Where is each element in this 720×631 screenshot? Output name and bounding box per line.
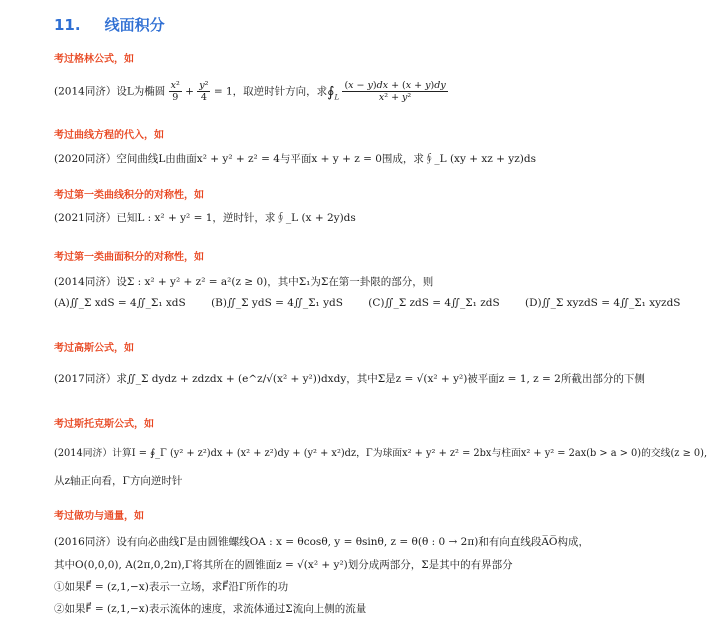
- problem-4: (2014同济）设Σ : x² + y² + z² = a²(z ≥ 0)，其中Σ₁为Σ在第一卦限的部分，则: [54, 276, 434, 288]
- problem-5: (2017同济）求∬_Σ dydz + zdzdx + (e^z/√(x² + y²))dxdy，其中Σ是z = √(x² + y²)被平面z = 1, z = 2所截出部分的下侧: [54, 373, 645, 385]
- problem-7-line4: ②如果F⃗ = (z,1,−x)表示流体的速度，求流体通过Σ流向上侧的流量: [54, 603, 367, 615]
- ellipse-fraction-y: $\frac{\text{y²}}{4}$: [199, 80, 209, 103]
- section-title-text: 线面积分: [104, 16, 165, 34]
- choice-c: (C)∬_Σ zdS = 4∬_Σ₁ zdS: [368, 297, 500, 309]
- section-heading: [54, 14, 165, 35]
- topic-tag-stokes: 考过斯托克斯公式，如: [54, 419, 154, 430]
- topic-tag-curve-symmetry: 考过第一类曲线积分的对称性，如: [54, 190, 204, 201]
- topic-tag-green: 考过格林公式，如: [54, 54, 134, 65]
- problem-1: (2014同济）设L为椭圆 $\frac{\text{x²}}{9}$ + $\frac{\text{y²}}{4}$ = 1，取逆时针方向，求$∮_L$ $\frac{(x - y)dx + (x + y)dy}{\text{x² + y²}}$: [54, 80, 446, 103]
- problem-6-line1: (2014同济）计算I = ∮_Γ (y² + z²)dx + (x² + z²)dy + (y² + x²)dz，Γ为球面x² + y² + z² = 2bx与柱面x² + y² = 2ax(b > a > 0)的交线(z ≥ 0),: [54, 448, 708, 459]
- problem-3: (2021同济）已知L : x² + y² = 1，逆时针，求∮_L (x + 2y)ds: [54, 212, 356, 224]
- choice-a: (A)∬_Σ xdS = 4∬_Σ₁ xdS: [54, 297, 186, 309]
- topic-tag-substitution: 考过曲线方程的代入，如: [54, 130, 164, 141]
- choice-b: (B)∬_Σ ydS = 4∬_Σ₁ ydS: [211, 297, 343, 309]
- problem-6-line2: 从z轴正向看，Γ方向逆时针: [54, 475, 183, 487]
- ellipse-fraction-x: $\frac{\text{x²}}{9}$: [170, 80, 180, 103]
- topic-tag-work-flux: 考过做功与通量，如: [54, 511, 144, 522]
- problem-1-intro: (2014同济）设L为椭圆: [54, 85, 166, 98]
- problem-7-line3: ①如果F⃗ = (z,1,−x)表示一立场，求F⃗沿Γ所作的功: [54, 581, 289, 593]
- problem-2: (2020同济）空间曲线L由曲面x² + y² + z² = 4与平面x + y + z = 0围成，求∮_L (xy + xz + yz)ds: [54, 153, 536, 165]
- problem-1-mid: ，取逆时针方向，求: [232, 85, 328, 98]
- topic-tag-surface-symmetry: 考过第一类曲面积分的对称性，如: [54, 252, 204, 263]
- problem-1-integrand: $\frac{(x - y)dx + (x + y)dy}{\text{x² + y²}}$: [344, 80, 446, 103]
- problem-7-line1: (2016同济）设有向必曲线Γ是由圆锥螺线OA : x = θcosθ, y = θsinθ, z = θ(θ : 0 → 2π)和有向直线段A̅O̅构成，: [54, 536, 590, 548]
- choice-d: (D)∬_Σ xyzdS = 4∬_Σ₁ xyzdS: [525, 297, 681, 309]
- problem-4-choices: [54, 296, 703, 310]
- section-number: 11.: [54, 16, 81, 34]
- problem-7-line2: 其中O(0,0,0), A(2π,0,2π),Γ将其所在的圆锥面z = √(x² + y²)划分成两部分，Σ是其中的有界部分: [54, 559, 513, 571]
- topic-tag-gauss: 考过高斯公式，如: [54, 343, 134, 354]
